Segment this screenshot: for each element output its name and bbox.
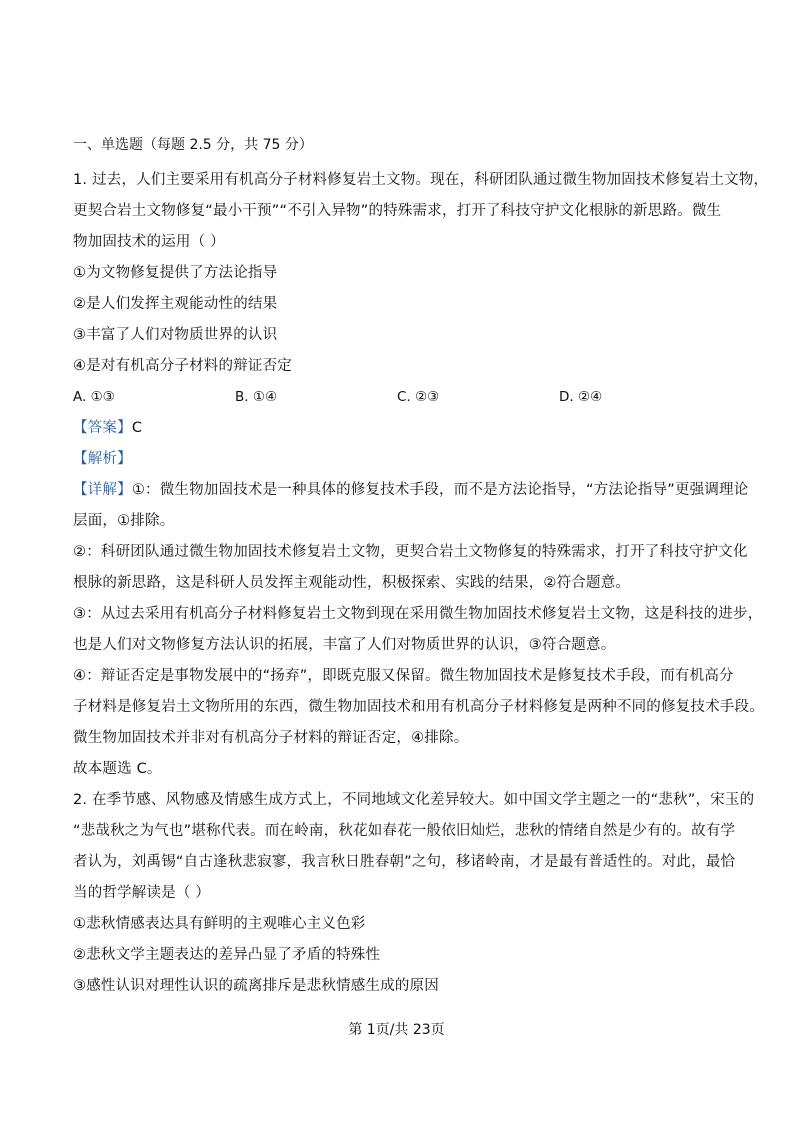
detail-text: ①：微生物加固技术是一种具体的修复技术手段，而不是方法论指导，“方法论指导”更强调理论 bbox=[131, 482, 749, 498]
q1-item-2: ②是人们发挥主观能动性的结果 bbox=[73, 296, 278, 312]
answer-value: C bbox=[131, 420, 143, 436]
q1-item-1: ①为文物修复提供了方法论指导 bbox=[73, 265, 278, 281]
q1-detail-line-8: 子材料是修复岩土文物所用的东西，微生物加固技术和用有机高分子材料修复是两种不同的修复技术手段。 bbox=[73, 699, 764, 715]
q1-analysis bbox=[73, 444, 721, 475]
q1-detail-line-6: 也是人们对文物修复方法认识的拓展，丰富了人们对物质世界的认识，③符合题意。 bbox=[73, 637, 616, 653]
section-title: 一、单选题（每题 2.5 分，共 75 分） bbox=[73, 137, 313, 153]
analysis-tag: 【解析】 bbox=[73, 451, 132, 467]
answer-tag: 【答案】 bbox=[73, 420, 132, 436]
q2-item-1: ①悲秋情感表达具有鲜明的主观唯心主义色彩 bbox=[73, 916, 366, 932]
q1-detail-line-2: 层面，①排除。 bbox=[73, 513, 175, 529]
q1-options bbox=[73, 382, 721, 413]
question-2 bbox=[73, 785, 755, 1002]
q1-detail-line-5: ③：从过去采用有机高分子材料修复岩土文物到现在采用微生物加固技术修复岩土文物，这是科技的进步， bbox=[73, 606, 763, 622]
detail-tag: 【详解】 bbox=[73, 482, 132, 498]
q1-detail-line-9: 微生物加固技术并非对有机高分子材料的辩证否定，④排除。 bbox=[73, 730, 469, 746]
q2-stem-line-2: “悲哉秋之为气也”堪称代表。而在岭南，秋花如春花一般依旧灿烂，悲秋的情绪自然是少有的。故有学 bbox=[73, 823, 736, 839]
q1-answer bbox=[73, 413, 721, 444]
q1-detail-line-4: 根脉的新思路，这是科研人员发挥主观能动性，积极探索、实践的结果，②符合题意。 bbox=[73, 575, 631, 591]
q2-stem-line-4: 当的哲学解读是（ ） bbox=[73, 885, 211, 901]
q1-detail-line-1 bbox=[73, 475, 749, 506]
q1-item-3: ③丰富了人们对物质世界的认识 bbox=[73, 327, 278, 343]
q1-option-a: A. ①③ bbox=[73, 389, 115, 405]
q1-stem-line-3: 物加固技术的运用（ ） bbox=[73, 234, 225, 250]
q1-detail-line-3: ②：科研团队通过微生物加固技术修复岩土文物，更契合岩土文物修复的特殊需求，打开了科技守护文化 bbox=[73, 544, 748, 560]
q2-item-3: ③感性认识对理性认识的疏离排斥是悲秋情感生成的原因 bbox=[73, 978, 439, 994]
q1-stem-line-2: 更契合岩土文物修复“最小干预”“不引入异物”的特殊需求，打开了科技守护文化根脉的新思路。微生 bbox=[73, 203, 722, 219]
q1-option-d: D. ②④ bbox=[559, 389, 603, 405]
question-1 bbox=[73, 165, 769, 785]
q1-stem-line-1: 1. 过去，人们主要采用有机高分子材料修复岩土文物。现在，科研团队通过微生物加固技术修复岩土文物， bbox=[73, 172, 769, 188]
q1-option-b: B. ①④ bbox=[235, 389, 278, 405]
q2-stem-line-1: 2. 在季节感、风物感及情感生成方式上，不同地域文化差异较大。如中国文学主题之一的“悲秋”，宋玉的 bbox=[73, 792, 755, 808]
q1-option-c: C. ②③ bbox=[397, 389, 440, 405]
q1-conclusion: 故本题选 C。 bbox=[73, 761, 162, 777]
q1-detail-line-7: ④：辩证否定是事物发展中的“扬弃”，即既克服又保留。微生物加固技术是修复技术手段，而有机高分 bbox=[73, 668, 734, 684]
document-content bbox=[73, 134, 769, 1002]
page-footer: 第 1页/共 23页 bbox=[348, 1022, 445, 1038]
q2-stem-line-3: 者认为，刘禹锡“自古逢秋悲寂寥，我言秋日胜春朝”之句，移诸岭南，才是最有普适性的。对此，最恰 bbox=[73, 854, 736, 870]
q1-item-4: ④是对有机高分子材料的辩证否定 bbox=[73, 358, 292, 374]
q2-item-2: ②悲秋文学主题表达的差异凸显了矛盾的特殊性 bbox=[73, 947, 381, 963]
